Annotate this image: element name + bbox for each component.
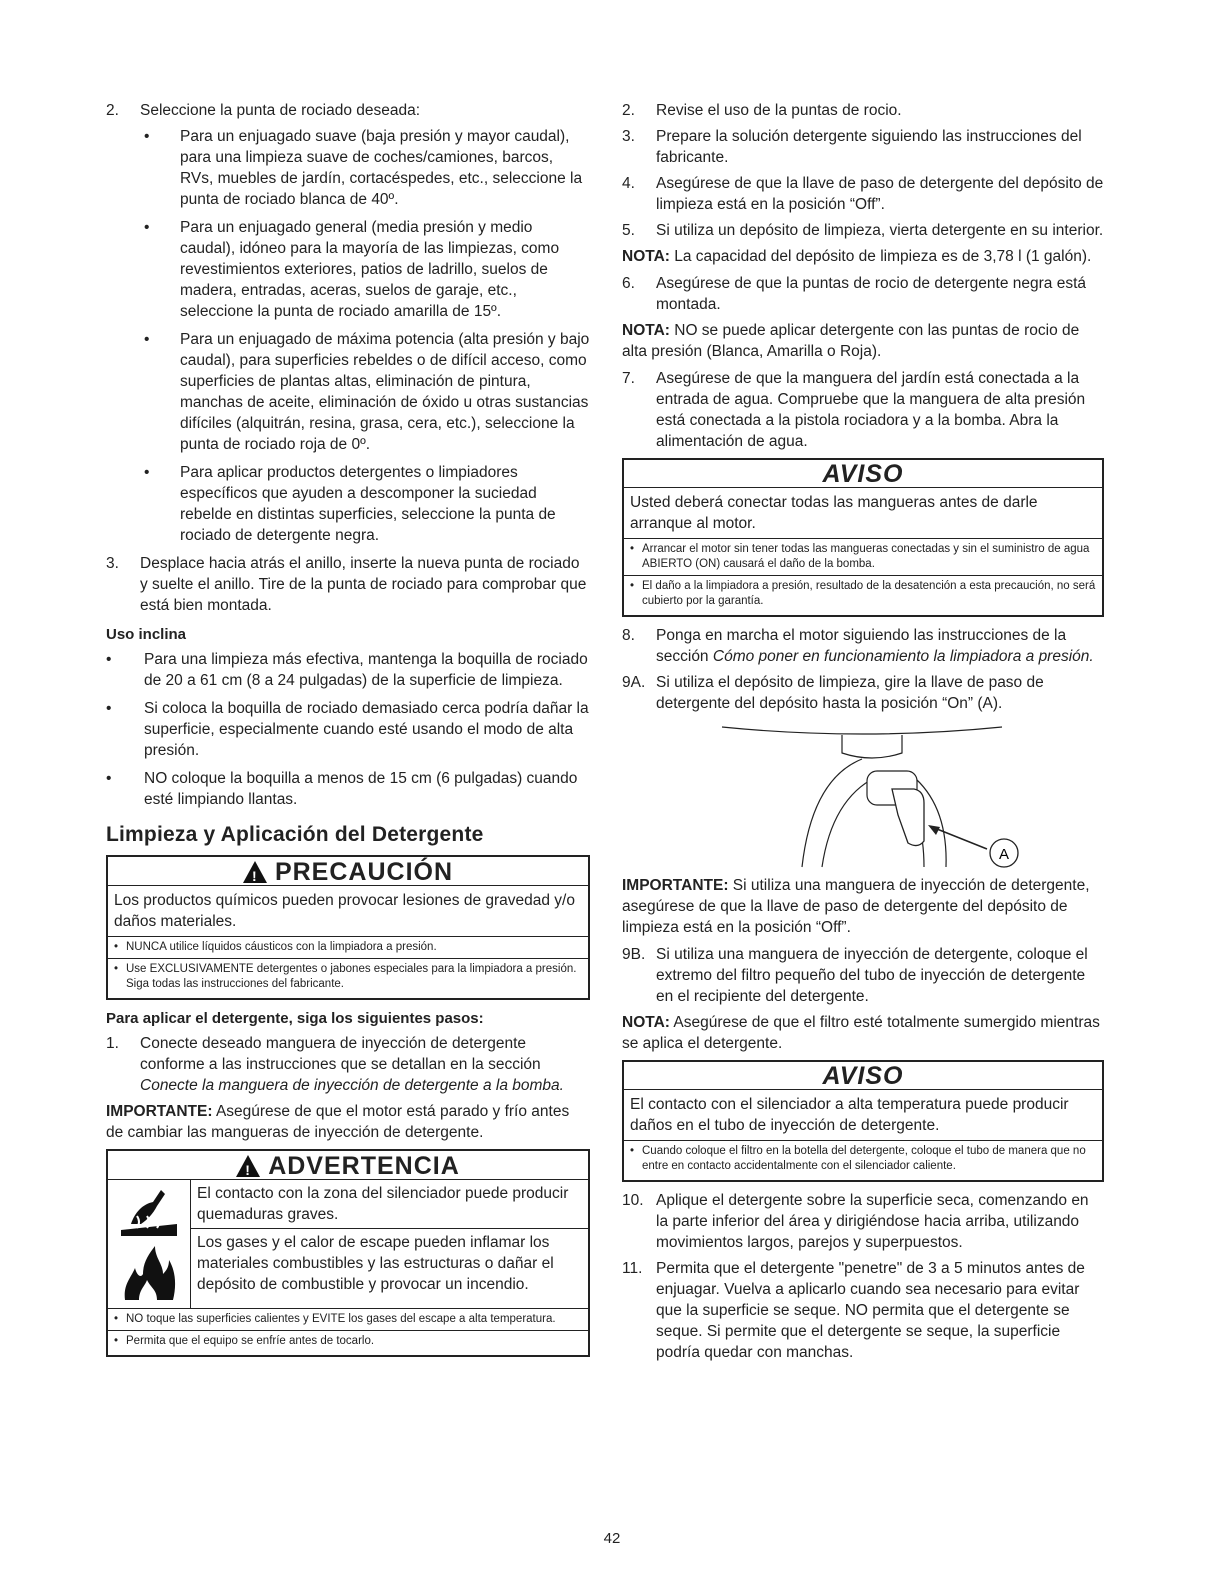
list-item: • Use EXCLUSIVAMENTE detergentes o jabones especiales para la limpiadora a presión. Siga todas las instrucciones del fabricante.: [114, 963, 577, 990]
step-5: 5. Si utiliza un depósito de limpieza, vierta detergente en su interior.: [622, 222, 1104, 239]
precaucion-box: [106, 855, 590, 1000]
list-item: • Si coloca la boquilla de rociado demasiado cerca podría dañar la superficie, especialmente cuando esté usando el modo de alta presión.: [106, 700, 589, 759]
aviso-header: AVISO: [624, 460, 1102, 488]
list-item: • Para un enjuagado suave (baja presión y mayor caudal), para una limpieza suave de coches/camiones, barcos, RVs, muebles de jardín, cortacéspedes, etc., seleccione la punta de rociado blanca de 40º.: [144, 128, 583, 208]
page-number: 42: [603, 1530, 621, 1547]
aviso-items: [624, 539, 1102, 615]
section-title: Limpieza y Aplicación del Detergente: [106, 823, 484, 846]
valve-figure: [662, 719, 1062, 869]
step-9b: 9B. Si utiliza una manguera de inyección de detergente, coloque el extremo del filtro pequeño del tubo de inyección de detergente en el recipiente del detergente.: [622, 946, 1088, 1005]
warning-triangle-icon: !: [243, 861, 267, 883]
step-11: 11. Permita que el detergente "penetre" de 3 a 5 minutos antes de enjuagar. Vuelva a aplicarlo cuando sea necesario para evitar que la superficie se seque. NO permita que el detergente se seque. Si permite que el detergente se seque, la superficie podría quedar con manchas.: [622, 1260, 1085, 1361]
aviso-items: [624, 1141, 1102, 1180]
step-4: 4. Asegúrese de que la llave de paso de detergente del depósito de limpieza está en la posición “Off”.: [622, 175, 1104, 213]
importante-note: IMPORTANTE: Si utiliza una manguera de inyección de detergente, asegúrese de que la llave de paso de detergente del depósito de limpieza está en la posición “Off”.: [622, 877, 1090, 936]
list-item: • NUNCA utilice líquidos cáusticos con la limpiadora a presión.: [114, 941, 437, 953]
nota-1: NOTA: La capacidad del depósito de limpieza es de 3,78 l (1 galón).: [622, 248, 1092, 265]
importante-note: IMPORTANTE: Asegúrese de que el motor está parado y frío antes de cambiar las mangueras de inyección de detergente.: [106, 1103, 570, 1141]
uso-list: [106, 649, 590, 810]
advertencia-header: ! ADVERTENCIA: [108, 1151, 588, 1180]
nota-2: NOTA: NO se puede aplicar detergente con las puntas de rocio de alta presión (Blanca, Amarilla o Roja).: [622, 322, 1080, 360]
list-item: • Cuando coloque el filtro en la botella del detergente, coloque el tubo de manera que no entre en contacto accidentalmente con el silenciador caliente.: [630, 1145, 1086, 1172]
step-6: 6. Asegúrese de que la puntas de rocio de detergente negra está montada.: [622, 275, 1087, 313]
fire-icon: [117, 1240, 181, 1304]
aviso-lead: El contacto con el silenciador a alta temperatura puede producir daños en el tubo de inyección de detergente.: [624, 1090, 1102, 1141]
tip-list: [144, 126, 590, 546]
step-2: 2. Seleccione la punta de rociado deseada:: [106, 102, 421, 119]
aviso-box-1: [622, 458, 1104, 617]
uso-heading: Uso inclina: [106, 626, 187, 643]
aviso-box-2: [622, 1060, 1104, 1182]
figure-label: A: [998, 846, 1010, 863]
advertencia-text-2: Los gases y el calor de escape pueden inflamar los materiales combustibles y las estructuras o dañar el depósito de combustible y provocar un incendio.: [197, 1234, 554, 1293]
step-2: 2. Revise el uso de la puntas de rocio.: [622, 102, 902, 119]
step-1: 1. Conecte deseado manguera de inyección de detergente conforme a las instrucciones que se detallan en la sección Conecte la manguera de inyección de detergente a la bomba.: [106, 1035, 564, 1094]
advertencia-items: [108, 1309, 588, 1355]
pasos-heading: Para aplicar el detergente, siga los siguientes pasos:: [106, 1010, 484, 1027]
step-10: 10. Aplique el detergente sobre la superficie seca, comenzando en la parte inferior del área y dirigiéndose hacia arriba, utilizando movimientos largos, parejos y superpuestos.: [622, 1192, 1089, 1251]
advertencia-text-1: El contacto con la zona del silenciador puede producir quemaduras graves.: [191, 1180, 588, 1229]
precaucion-header: ! PRECAUCIÓN: [108, 857, 588, 886]
list-item: • Permita que el equipo se enfríe antes de tocarlo.: [114, 1335, 375, 1347]
list-item: • Para aplicar productos detergentes o limpiadores específicos que ayuden a descomponer la suciedad rebelde en distintas superficies, seleccione la punta de rociado de detergente negra.: [144, 464, 556, 544]
step-7: 7. Asegúrese de que la manguera del jardín está conectada a la entrada de agua. Compruebe que la manguera de alta presión está conectada a la pistola rociadora y a la bomba. Abra la alimentación de agua.: [622, 370, 1086, 450]
step-3: 3. Prepare la solución detergente siguiendo las instrucciones del fabricante.: [622, 128, 1082, 166]
list-item: • Arrancar el motor sin tener todas las mangueras conectadas y sin el suministro de agua ABIERTO (ON) causará el daño de la bomba.: [630, 543, 1090, 570]
aviso-header: AVISO: [624, 1062, 1102, 1090]
list-item: • Para un enjuagado de máxima potencia (alta presión y bajo caudal), para superficies rebeldes o de difícil acceso, como superficies de plantas altas, eliminación de pintura, manchas de aceite, eliminación de óxido u otras sustancias difíciles (alquitrán, resina, grasa, cera, etc.), seleccione la punta de rociado roja de 0º.: [144, 331, 590, 453]
advertencia-box: [106, 1149, 590, 1357]
right-column: [622, 100, 1104, 1368]
precaucion-lead: Los productos químicos pueden provocar lesiones de gravedad y/o daños materiales.: [108, 886, 588, 937]
left-column: [106, 100, 590, 1365]
list-item: • Para un enjuagado general (media presión y medio caudal), idóneo para la mayoría de las limpiezas, como revestimientos exteriores, patios de ladrillo, suelos de madera, entradas, aceras, suelos de garaje, etc., seleccione la punta de rociado amarilla de 15º.: [144, 219, 560, 320]
warning-triangle-icon: !: [236, 1155, 260, 1177]
list-item: • Para una limpieza más efectiva, mantenga la boquilla de rociado de 20 a 61 cm (8 a 24 pulgadas) de la superficie de limpieza.: [106, 651, 588, 689]
step-8: 8. Ponga en marcha el motor siguiendo las instrucciones de la sección Cómo poner en funcionamiento la limpiadora a presión.: [622, 627, 1094, 665]
step-9a: 9A. Si utiliza el depósito de limpieza, gire la llave de paso de detergente del depósito hasta la posición “On” (A).: [622, 674, 1044, 712]
list-item: • NO toque las superficies calientes y EVITE los gases del escape a alta temperatura.: [114, 1313, 556, 1325]
hot-surface-icon: [117, 1184, 181, 1240]
step-3: 3. Desplace hacia atrás el anillo, inserte la nueva punta de rociado y suelte el anillo. Tire de la punta de rociado para comprobar que está bien montada.: [106, 555, 587, 614]
nota-3: NOTA: Asegúrese de que el filtro esté totalmente sumergido mientras se aplica el detergente.: [622, 1014, 1100, 1052]
aviso-lead: Usted deberá conectar todas las mangueras antes de darle arranque al motor.: [624, 488, 1102, 539]
list-item: • El daño a la limpiadora a presión, resultado de la desatención a esta precaución, no será cubierto por la garantía.: [630, 580, 1096, 607]
list-item: • NO coloque la boquilla a menos de 15 cm (6 pulgadas) cuando esté limpiando llantas.: [106, 770, 578, 808]
precaucion-items: [108, 937, 588, 998]
